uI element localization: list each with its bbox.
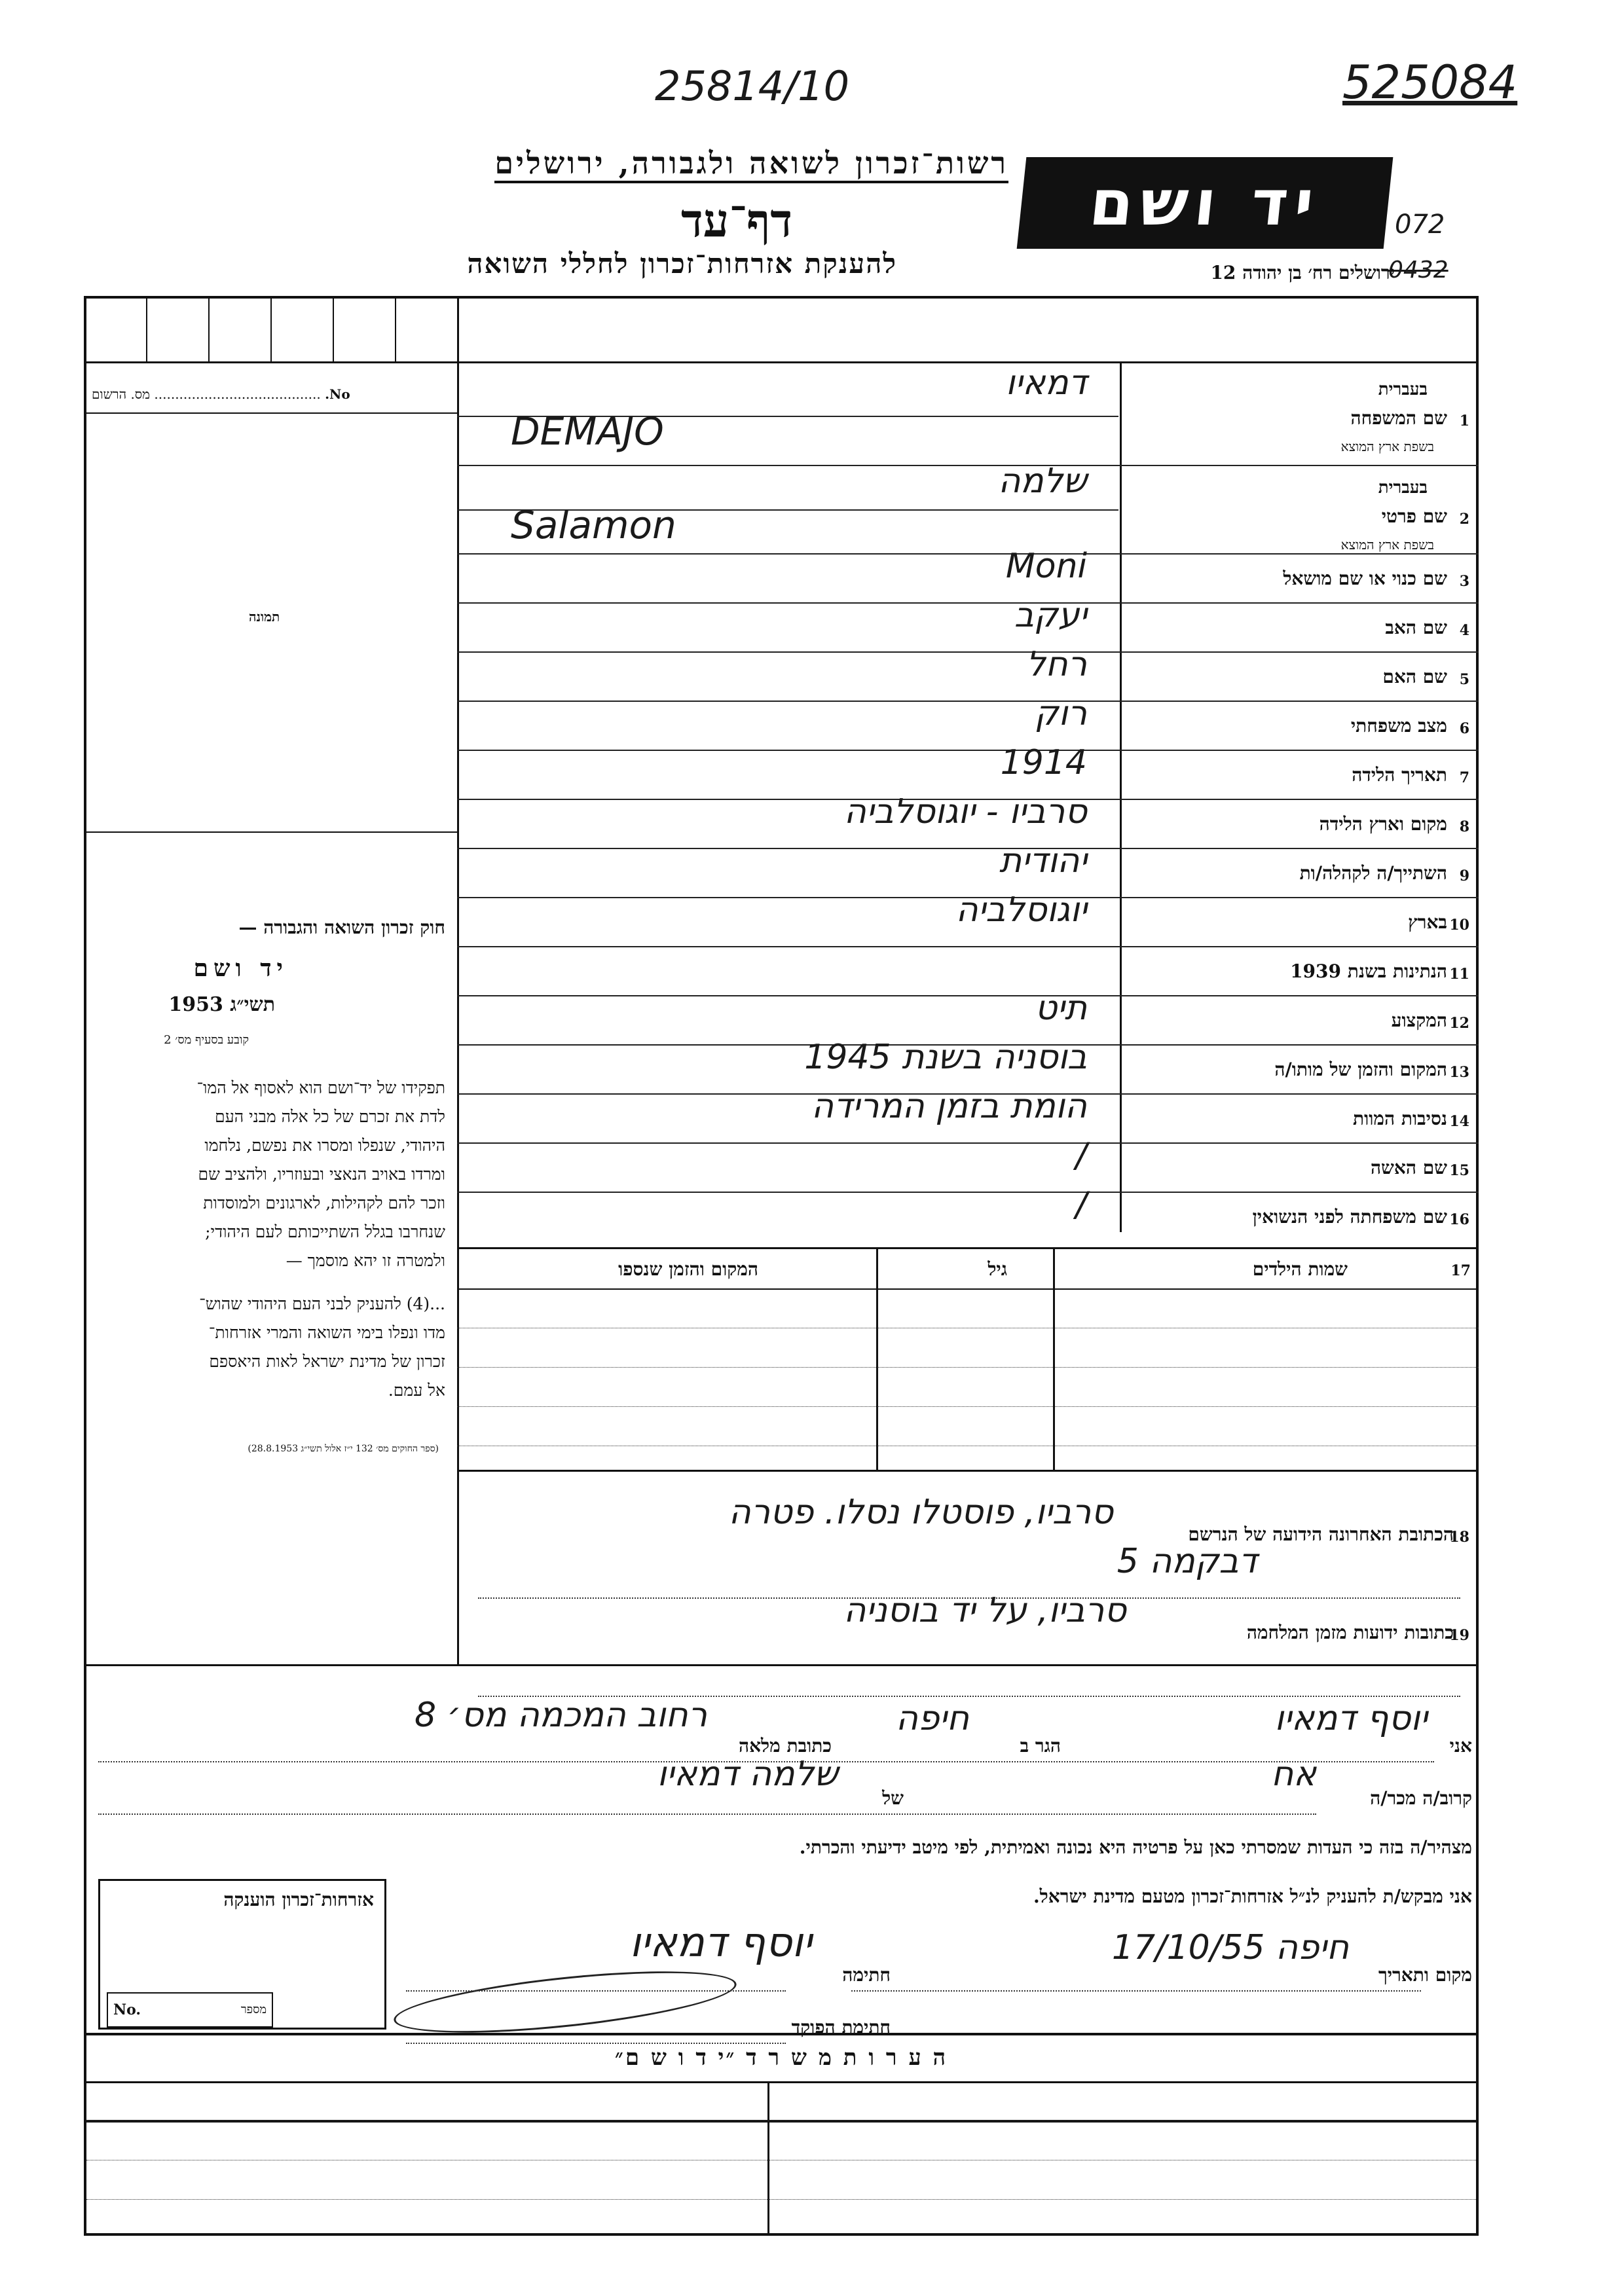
- field-number: 8: [1459, 818, 1469, 835]
- field-number: 12: [1449, 1015, 1469, 1032]
- remarks-col-divider: [767, 2081, 769, 2236]
- code-box: [395, 296, 457, 361]
- field-label: תאריך הלידה: [1352, 764, 1447, 786]
- field-number: 16: [1449, 1211, 1469, 1228]
- field-label: המקצוע: [1391, 1010, 1447, 1031]
- form-title: דף־עד: [680, 193, 792, 247]
- photo-label: תמונה: [249, 609, 280, 625]
- field-value: יהודית: [999, 841, 1087, 881]
- remarks-frame: [84, 2033, 1479, 2236]
- field-label: שם האב: [1385, 617, 1447, 638]
- field-label: בארץ: [1408, 911, 1447, 933]
- remarks-title: ה ע ר ו ת מ ש ר ד ״י ד ו ש ם״: [614, 2045, 948, 2071]
- field-row-line: [457, 465, 1479, 466]
- field-sublabel-hebrew: בעברית: [1378, 478, 1428, 498]
- field-sublabel-origin: בשפת ארץ המוצא: [1340, 537, 1434, 553]
- field-value: יעקב: [1014, 596, 1087, 635]
- field-number: 4: [1459, 622, 1469, 639]
- law-text-line: ומרדו באויב הנאצי ובעוזריו, ולהציב שם: [198, 1165, 445, 1184]
- law-text-line: מדו ונפלו בימי השואה והמרי אזרחות־: [208, 1323, 445, 1342]
- decl-of-label: של: [882, 1787, 904, 1809]
- field-number: 11: [1449, 966, 1469, 983]
- field-label: שם המשפחה: [1350, 407, 1447, 429]
- field-row-line: [457, 848, 1479, 849]
- children-bottom-line: [457, 1470, 1479, 1472]
- decl-name: יוסף דמאיו: [1274, 1699, 1428, 1738]
- field-label: שם משפחתה לפני הנשואין: [1252, 1206, 1447, 1228]
- field-label: שם כנוי או שם מושאל: [1283, 568, 1447, 589]
- remarks-row-line: [86, 2199, 1476, 2200]
- reg-label: מס. הרשום: [92, 386, 151, 402]
- children-col-age: גיל: [987, 1258, 1007, 1280]
- law-title: חוק זכרון השואה והגבורה —: [238, 917, 445, 938]
- reg-no-label: [92, 386, 350, 403]
- law-text: [79, 1074, 445, 1275]
- decl-of-name: שלמה דמאיו: [657, 1755, 838, 1794]
- page-number: 525084: [1342, 56, 1518, 109]
- field-label: הנתינות בשנת 1939: [1290, 960, 1447, 982]
- section-divider: [84, 1664, 1479, 1666]
- field-18-value: סרביו, פוסטלו נסלו. פטרה: [728, 1493, 1113, 1532]
- field-value: /: [1075, 1185, 1087, 1224]
- decl-addr-label: כתובת מלאה: [738, 1735, 832, 1757]
- field-number: 9: [1459, 867, 1469, 884]
- field-label: מצב משפחתי: [1350, 715, 1447, 737]
- decl-resident-label: הגר ב: [1020, 1735, 1061, 1757]
- citizenship-no-label: No.: [113, 2001, 141, 2018]
- place-date-line: [851, 1990, 1421, 1992]
- field-18-value-2: דבקמה 5: [1116, 1542, 1257, 1581]
- field-row-line: [457, 602, 1479, 604]
- children-row-line: [457, 1367, 1479, 1368]
- field-value: רחל: [1026, 645, 1087, 684]
- field-row-line: [457, 750, 1479, 751]
- field-number: 6: [1459, 720, 1469, 737]
- signature-line: [406, 1990, 786, 1992]
- field-row-line: [457, 651, 1479, 653]
- strip-divider: [457, 361, 1479, 363]
- field-number: 3: [1459, 573, 1469, 590]
- field-row-line: [457, 553, 1479, 555]
- field-row-line: [457, 1192, 1479, 1193]
- ref-number-struck: 0432: [1388, 257, 1449, 283]
- field-number: 5: [1459, 671, 1469, 688]
- children-col-divider: [1053, 1249, 1055, 1472]
- decl-relative-label: קרוב/ה מכר/ה: [1370, 1787, 1472, 1809]
- law-text-line: תפקידו של יד־ושם הוא לאסוף אל המו־: [196, 1078, 445, 1097]
- decl-statement: מצהיר/ה בזה כי העדות שמסרתי כאן על פרטיה היא נכונה ואמיתית, לפי מיטב ידיעתי והכרתי.: [799, 1836, 1472, 1858]
- field-sublabel-hebrew: בעברית: [1378, 380, 1428, 399]
- signature-label: חתימה: [842, 1964, 891, 1986]
- label-column-border: [1120, 361, 1122, 1232]
- decl-relation: אח: [1271, 1755, 1316, 1794]
- children-header-line: [457, 1288, 1479, 1290]
- field-value: רוק: [1034, 694, 1087, 733]
- law-text-line: לדת את זכרם של כל אלה מבני העם: [215, 1107, 445, 1126]
- remarks-header-line: [86, 2081, 1476, 2083]
- field-label: נסיבות המוות: [1353, 1108, 1447, 1129]
- field-row-line: [457, 995, 1479, 996]
- law-text-line: היהודי, שנפלו ומסרו את נפשם, נלחמו: [204, 1136, 445, 1155]
- field-value: בוסניה בשנת 1945: [804, 1038, 1087, 1077]
- field-18-label: הכתובת האחרונה הידועה של הנרשם: [1188, 1523, 1454, 1545]
- decl-request: אני מבקש/ת להעניק לנ״ל אזרחות־זכרון מטעם מדינת ישראל.: [1033, 1886, 1472, 1907]
- field-value: סרביו - יוגוסלביה: [843, 792, 1087, 831]
- field-number: 14: [1449, 1113, 1469, 1130]
- law-name: יד ושם: [193, 955, 288, 982]
- signature: יוסף דמאיו: [629, 1918, 812, 1966]
- field-18-number: 18: [1449, 1529, 1469, 1546]
- code-box: [84, 296, 146, 361]
- field-value-origin: DEMAJO: [511, 409, 664, 454]
- law-clause: קובע בסעיף מס׳ 2: [164, 1033, 249, 1047]
- place-date-label: מקום ותאריך: [1378, 1964, 1472, 1986]
- field-19-label: כתובות ידועות מזמן המלחמה: [1246, 1622, 1454, 1643]
- field-value: יוגוסלביה: [955, 890, 1087, 930]
- law-text-line: אל עמם.: [388, 1381, 445, 1400]
- photo-area-bottom: [84, 831, 457, 833]
- code-box: [208, 296, 270, 361]
- field-row-line: [457, 1142, 1479, 1144]
- law-text-line: זכרון של מדינת ישראל לאות היאספם: [209, 1352, 445, 1371]
- field-number: 10: [1449, 917, 1469, 934]
- field-label: מקום וארץ הלידה: [1319, 813, 1447, 835]
- field-label: שם האם: [1382, 666, 1447, 687]
- field-label: השתייך/ה לקהלה/ות: [1299, 862, 1447, 884]
- field-19-value: סרביו, על יד בוסניה: [843, 1591, 1126, 1630]
- yad-vashem-logo: [1017, 157, 1393, 249]
- law-reference: (ספר החוקים מס׳ 132 י״ז אלול תשי״ג 28.8.1953): [248, 1444, 439, 1454]
- code-box: [333, 296, 395, 361]
- field-label: שם האשה: [1370, 1157, 1447, 1178]
- checkbox-strip: [84, 296, 459, 363]
- place-date-value: חיפה 17/10/55: [1111, 1928, 1349, 1967]
- field-value: /: [1075, 1136, 1087, 1175]
- ref-number: 072: [1395, 210, 1445, 240]
- children-table: [457, 1247, 1479, 1472]
- code-box: [270, 296, 333, 361]
- law-text-2: [79, 1290, 445, 1405]
- field-label: המקום והזמן של מותו/ה: [1274, 1059, 1447, 1080]
- law-year: תשי״ג 1953: [168, 993, 275, 1016]
- logo-text: יד ושם: [1086, 166, 1324, 240]
- field-number: 1: [1459, 412, 1469, 429]
- field-value: הומת בזמן המרידה: [811, 1087, 1087, 1126]
- field-value: 1914: [1000, 743, 1087, 782]
- photo-area-divider: [84, 412, 457, 414]
- children-col-divider: [876, 1249, 878, 1472]
- decl-ani-label: אני: [1449, 1735, 1472, 1757]
- children-row-line: [457, 1406, 1479, 1407]
- children-number: 17: [1450, 1262, 1471, 1279]
- decl-address: רחוב המכמה מס׳ 8: [415, 1696, 707, 1735]
- field-value: תיט: [1035, 989, 1087, 1028]
- field-value-origin: Salamon: [511, 503, 676, 547]
- field-number: 7: [1459, 769, 1469, 786]
- no-label: No.: [325, 386, 350, 402]
- field-number: 13: [1449, 1064, 1469, 1081]
- law-text-line: שנחרבו בגלל השתייכותם לעם היהודי;: [205, 1222, 445, 1241]
- children-col-place: המקום והזמן שנספו: [618, 1258, 758, 1280]
- citizenship-box: [98, 1879, 386, 2030]
- citizenship-box-inner: [107, 1992, 273, 2028]
- field-19-number: 19: [1449, 1627, 1469, 1644]
- decl-line-2: [98, 1813, 1316, 1815]
- decl-city: חיפה: [895, 1699, 969, 1738]
- field-row-line: [457, 701, 1479, 702]
- form-subtitle: להענקת אזרחות־זכרון לחללי השואה: [467, 247, 897, 280]
- field-label: שם פרטי: [1381, 505, 1447, 527]
- official-signature-label: חתימת הפוקד: [791, 2016, 891, 2038]
- law-text-line: וזכר להם לקהילות, לארגונים ולמוסדות: [203, 1194, 445, 1212]
- code-box: [146, 296, 208, 361]
- citizenship-number-label: מספר: [240, 2003, 267, 2016]
- header-address: ירושלים רח׳ בן יהודה 12: [1210, 262, 1395, 283]
- children-col-names: שמות הילדים: [1252, 1258, 1348, 1280]
- field-sublabel-origin: בשפת ארץ המוצא: [1340, 439, 1434, 454]
- field-number: 15: [1449, 1162, 1469, 1179]
- field-row-line: [457, 946, 1479, 947]
- field-number: 2: [1459, 511, 1469, 528]
- law-text-line: ולמטרה זו יהא מוסמך —: [286, 1251, 445, 1270]
- field-value-hebrew: דמאיו: [1005, 363, 1087, 403]
- no-dots: ........................................: [154, 386, 321, 402]
- law-text-line: ...(4) להעניק לבני העם היהודי שהוש־: [199, 1294, 445, 1313]
- file-number: 25814/10: [655, 62, 850, 110]
- field-value: Moni: [1005, 547, 1087, 586]
- citizenship-box-title: אזרחות־זכרון הוענקה: [223, 1889, 374, 1910]
- field-value-hebrew: שלמה: [998, 462, 1087, 501]
- authority-heading: רשות־זכרון לשואה ולגבורה, ירושלים: [494, 145, 1008, 183]
